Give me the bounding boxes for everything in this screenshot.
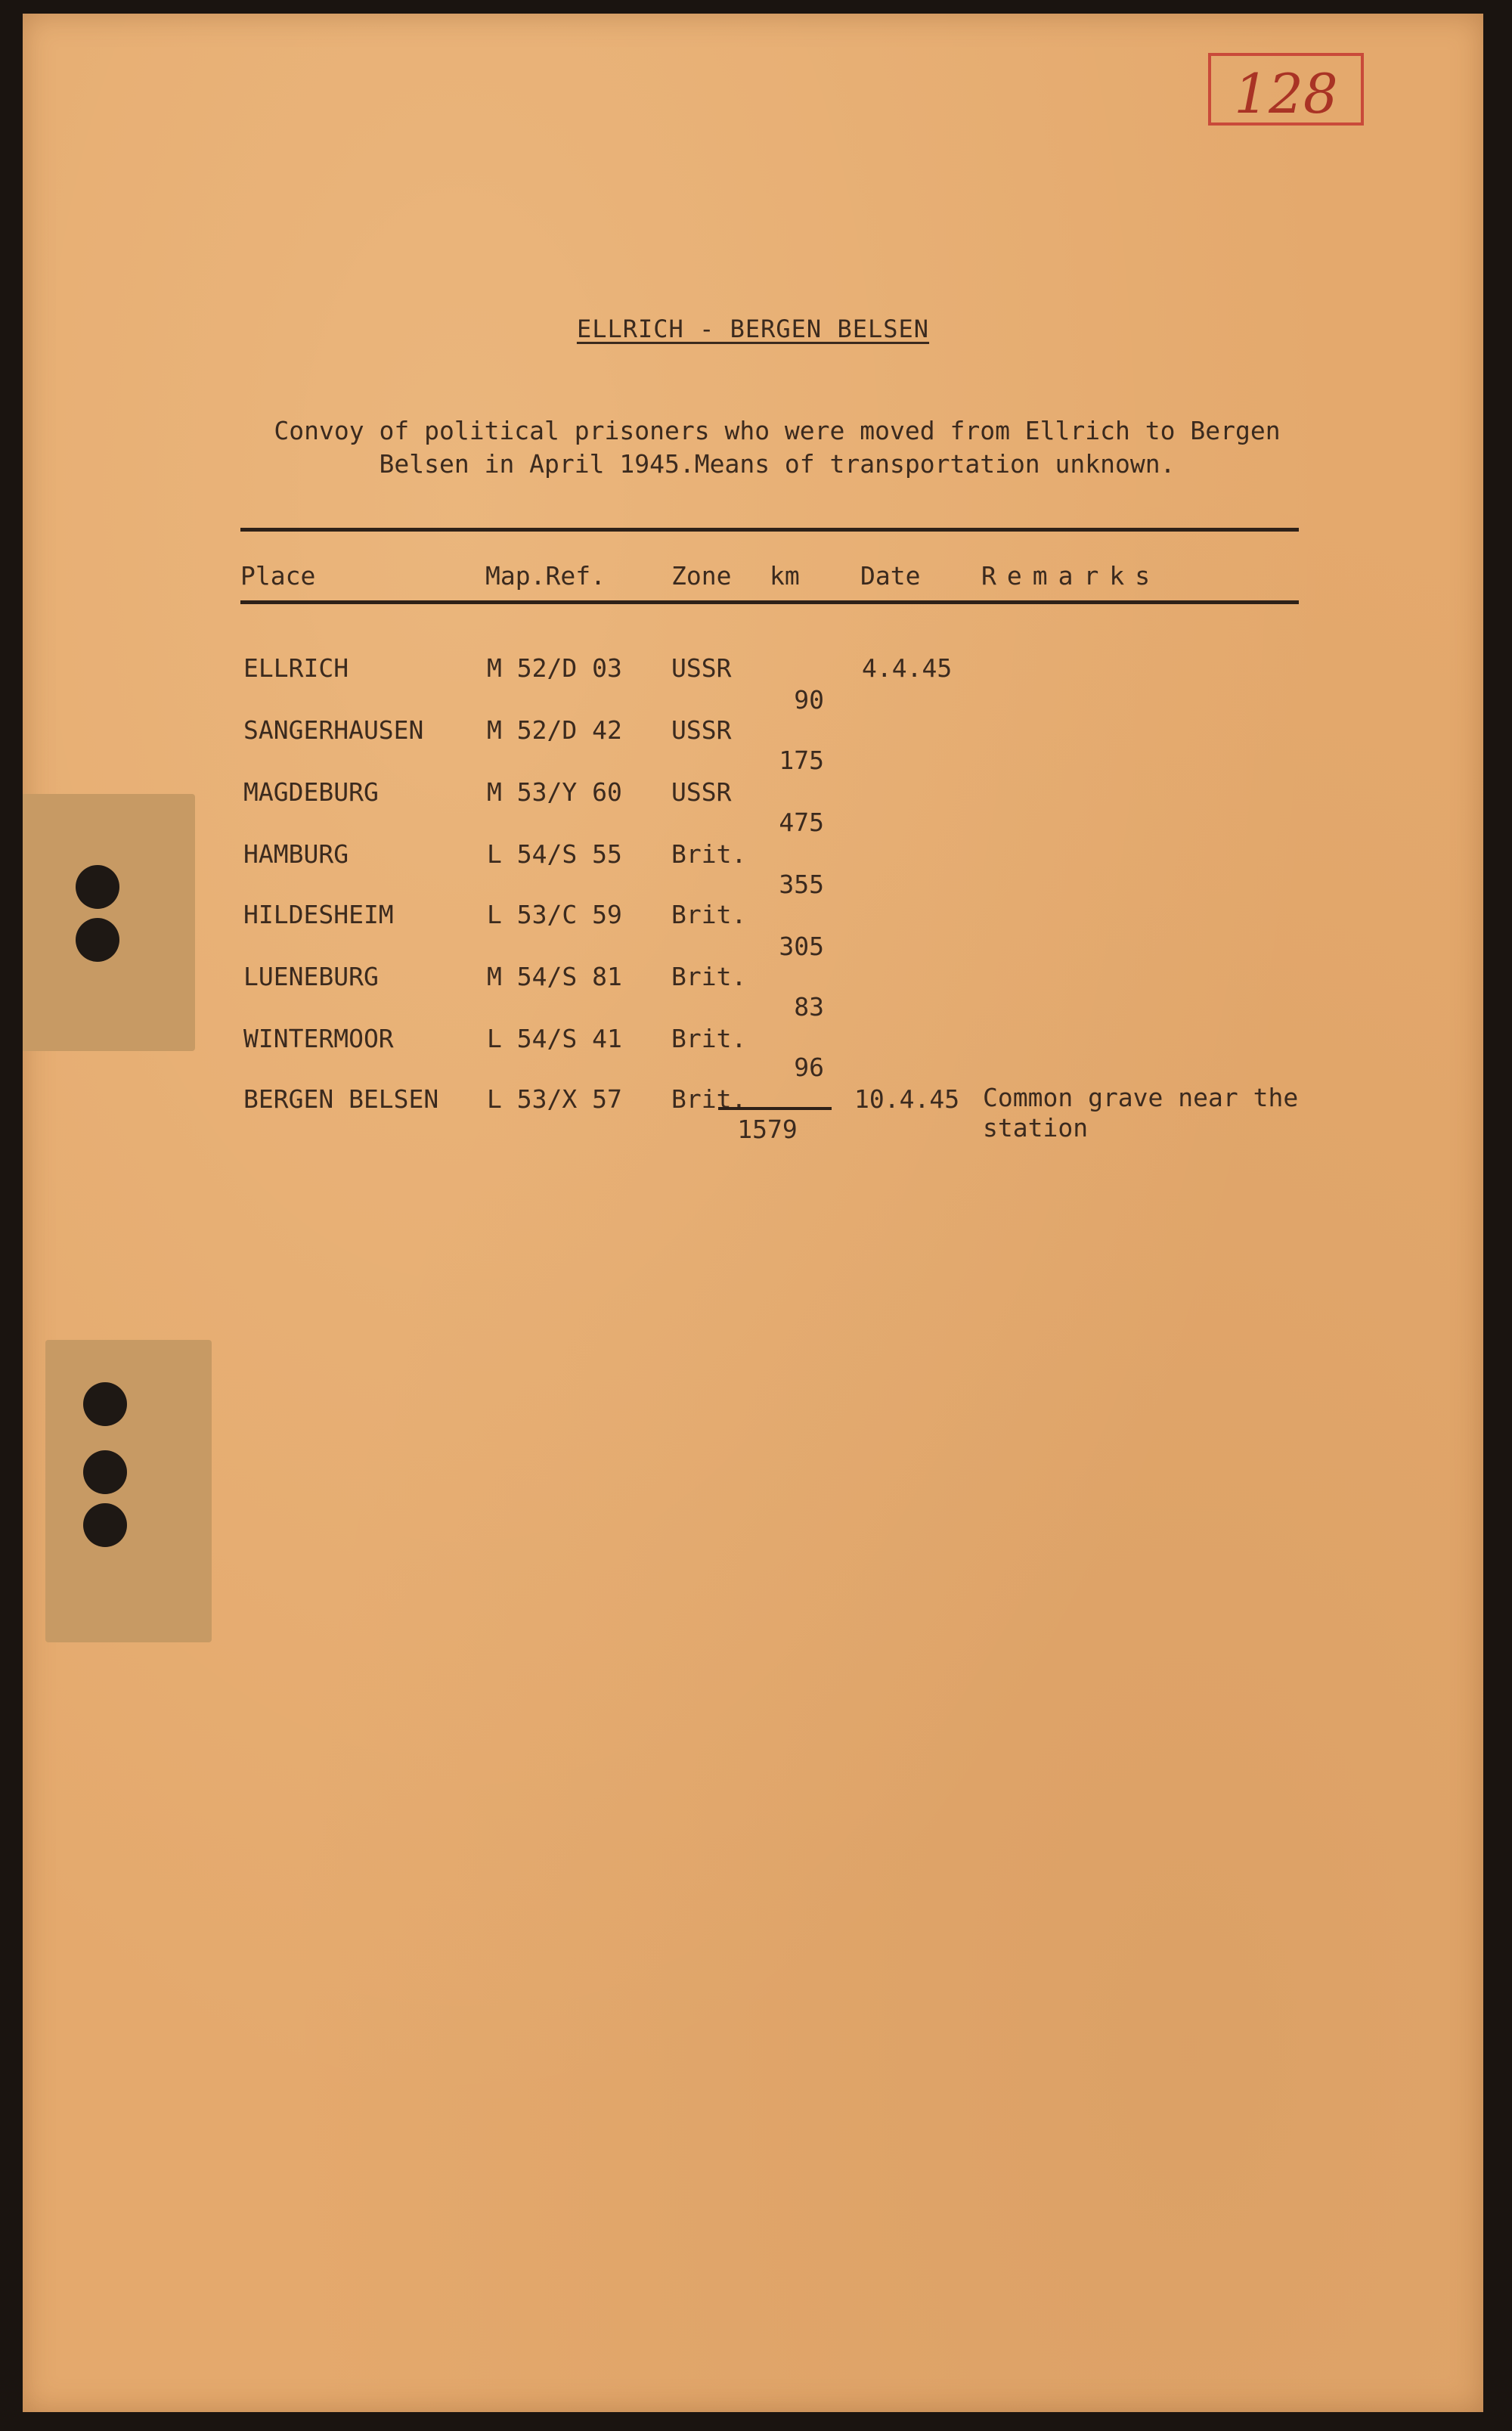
header-map-ref: Map.Ref. (485, 561, 606, 591)
header-bottom-rule (240, 600, 1299, 604)
header-km: km (770, 561, 800, 591)
row-map-ref: L 54/S 55 (487, 839, 622, 869)
punch-hole (83, 1450, 127, 1494)
row-date: 10.4.45 (854, 1084, 960, 1114)
document-page (23, 14, 1483, 2412)
row-place: SANGERHAUSEN (243, 715, 424, 745)
row-date: 4.4.45 (862, 653, 953, 683)
distance-km: 96 (794, 1053, 824, 1082)
document-title: ELLRICH - BERGEN BELSEN (576, 315, 930, 343)
row-zone: USSR (671, 715, 732, 745)
header-place: Place (240, 561, 316, 591)
table-top-rule (240, 528, 1299, 532)
intro-line-1: Convoy of political prisoners who were moved from Ellrich to Bergen (274, 416, 1281, 445)
reinforcement-patch (45, 1340, 212, 1642)
punch-hole (76, 865, 119, 909)
intro-paragraph (240, 414, 1314, 481)
row-zone: Brit. (671, 1084, 747, 1114)
row-zone: Brit. (671, 1024, 747, 1053)
distance-km: 83 (794, 992, 824, 1022)
row-map-ref: L 53/X 57 (487, 1084, 622, 1114)
row-remarks: Common grave near the station (983, 1083, 1299, 1143)
header-remarks: Remarks (981, 561, 1161, 591)
row-place: HILDESHEIM (243, 900, 394, 929)
row-zone: USSR (671, 653, 732, 683)
total-km: 1579 (737, 1115, 798, 1144)
page-number: 128 (1234, 62, 1338, 126)
row-zone: USSR (671, 777, 732, 807)
intro-line-2: Belsen in April 1945.Means of transportation unknown. (379, 449, 1176, 479)
page-number-stamp (1208, 53, 1364, 126)
row-place: WINTERMOOR (243, 1024, 394, 1053)
row-place: BERGEN BELSEN (243, 1084, 439, 1114)
distance-km: 475 (779, 808, 824, 837)
distance-km: 175 (779, 746, 824, 775)
total-rule (718, 1107, 832, 1110)
row-map-ref: L 54/S 41 (487, 1024, 622, 1053)
distance-km: 305 (779, 932, 824, 961)
row-map-ref: M 53/Y 60 (487, 777, 622, 807)
row-zone: Brit. (671, 900, 747, 929)
row-map-ref: M 54/S 81 (487, 962, 622, 991)
row-map-ref: M 52/D 03 (487, 653, 622, 683)
header-date: Date (860, 561, 921, 591)
punch-hole (83, 1382, 127, 1426)
header-zone: Zone (671, 561, 732, 591)
row-map-ref: L 53/C 59 (487, 900, 622, 929)
row-place: ELLRICH (243, 653, 349, 683)
row-place: LUENEBURG (243, 962, 379, 991)
row-map-ref: M 52/D 42 (487, 715, 622, 745)
punch-hole (76, 918, 119, 962)
row-zone: Brit. (671, 839, 747, 869)
row-zone: Brit. (671, 962, 747, 991)
row-place: HAMBURG (243, 839, 349, 869)
distance-km: 355 (779, 870, 824, 899)
punch-hole (83, 1503, 127, 1547)
row-place: MAGDEBURG (243, 777, 379, 807)
distance-km: 90 (794, 685, 824, 715)
